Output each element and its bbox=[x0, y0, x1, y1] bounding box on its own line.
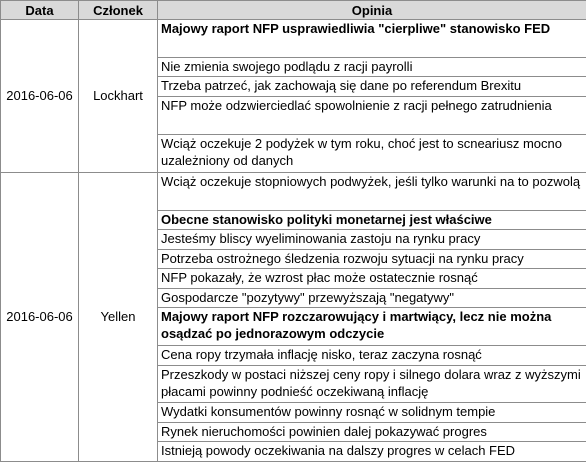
member-cell: Lockhart bbox=[79, 20, 158, 173]
opinion-cell: Trzeba patrzeć, jak zachowają się dane po referendum Brexitu bbox=[158, 77, 586, 97]
opinion-cell: Majowy raport NFP usprawiedliwia "cierpliwe" stanowisko FED bbox=[158, 20, 586, 58]
table-row bbox=[1, 172, 586, 210]
header-opinion: Opinia bbox=[158, 1, 586, 20]
opinion-cell: Majowy raport NFP rozczarowujący i martwiący, lecz nie można osądzać po jednorazowym odczycie bbox=[158, 308, 586, 346]
opinion-cell: Potrzeba ostrożnego śledzenia rozwoju sytuacji na rynku pracy bbox=[158, 249, 586, 269]
opinion-cell: Jesteśmy bliscy wyeliminowania zastoju na rynku pracy bbox=[158, 230, 586, 250]
opinion-cell: Rynek nieruchomości powinien dalej pokazywać progres bbox=[158, 422, 586, 442]
table-row bbox=[1, 20, 586, 58]
date-cell: 2016-06-06 bbox=[1, 20, 79, 173]
date-cell: 2016-06-06 bbox=[1, 172, 79, 461]
header-member: Członek bbox=[79, 1, 158, 20]
opinion-cell: NFP pokazały, że wzrost płac może ostatecznie rosnąć bbox=[158, 269, 586, 289]
opinion-cell: Gospodarcze "pozytywy" przewyższają "negatywy" bbox=[158, 288, 586, 308]
header-date: Data bbox=[1, 1, 79, 20]
opinion-cell: Obecne stanowisko polityki monetarnej jest właściwe bbox=[158, 210, 586, 230]
opinion-cell: Nie zmienia swojego podlądu z racji payrolli bbox=[158, 57, 586, 77]
table-body bbox=[1, 20, 586, 462]
opinion-cell: Przeszkody w postaci niższej ceny ropy i silnego dolara wraz z wyższymi płacami powinny podnieść oczekiwaną inflację bbox=[158, 365, 586, 403]
member-cell: Yellen bbox=[79, 172, 158, 461]
opinion-cell: Istnieją powody oczekiwania na dalszy progres w celach FED bbox=[158, 442, 586, 462]
header-row bbox=[1, 1, 586, 20]
opinion-cell: Cena ropy trzymała inflację nisko, teraz zaczyna rosnąć bbox=[158, 346, 586, 366]
opinion-cell: Wciąż oczekuje 2 podyżek w tym roku, choć jest to scneariusz mocno uzależniony od danych bbox=[158, 134, 586, 172]
opinion-cell: Wydatki konsumentów powinny rosnąć w solidnym tempie bbox=[158, 403, 586, 423]
opinion-cell: Wciąż oczekuje stopniowych podwyżek, jeśli tylko warunki na to pozwolą bbox=[158, 172, 586, 210]
opinion-cell: NFP może odzwierciedlać spowolnienie z racji pełnego zatrudnienia bbox=[158, 96, 586, 134]
